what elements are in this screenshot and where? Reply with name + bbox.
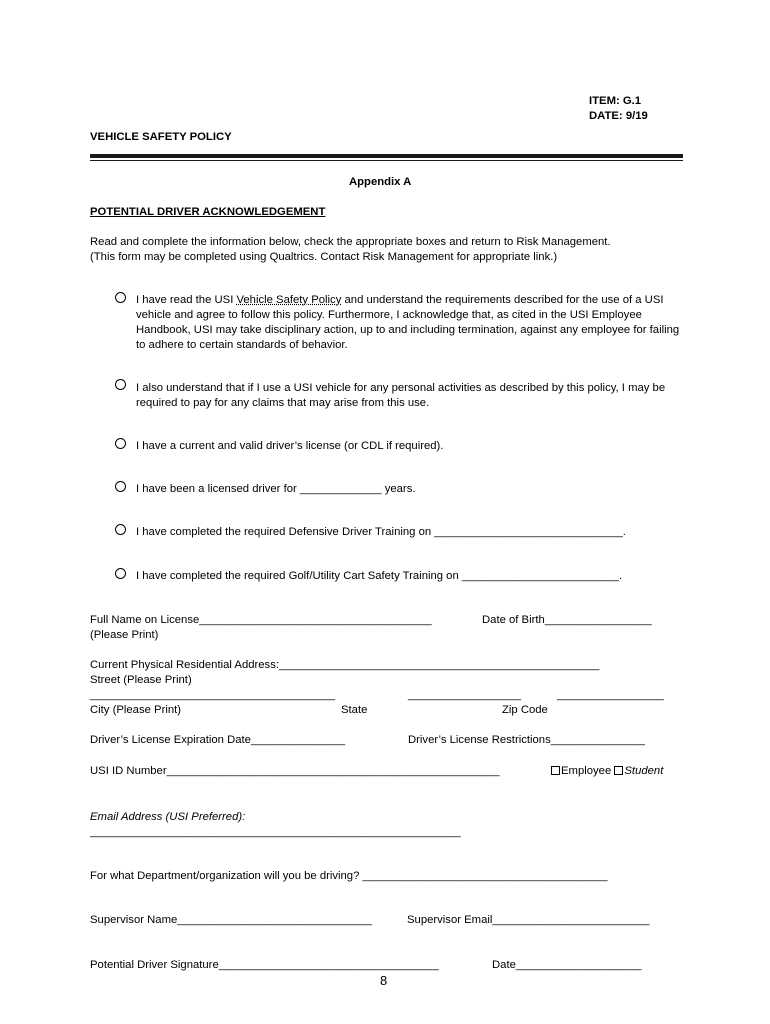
ack-policy-after: and understand the requirements described for the use of a USI vehicle and agree to follow this policy. Furthermore, I acknowledge that, as cited in the USI Employee Handbook, USI may take disciplinary action, up to and including termination, against any employee for failing to adhere to certain standards of behavior.	[136, 294, 680, 351]
department-field[interactable]: For what Department/organization will you be driving? _______________________________________	[90, 870, 608, 882]
revision-date: DATE: 9/19	[589, 110, 648, 122]
section-title: POTENTIAL DRIVER ACKNOWLEDGEMENT	[90, 206, 326, 218]
email-field[interactable]: ___________________________________________________________	[90, 826, 461, 838]
appendix-title: Appendix A	[349, 176, 412, 188]
ack-personal-use-radio[interactable]	[115, 379, 126, 390]
ack-license-text: I have a current and valid driver’s license (or CDL if required).	[136, 440, 444, 452]
ack-policy-radio[interactable]	[115, 292, 126, 303]
header-divider-thin	[90, 160, 683, 161]
vehicle-safety-policy-link[interactable]: Vehicle Safety Policy	[236, 294, 342, 306]
header-divider	[90, 154, 683, 158]
ack-defensive-training-text: I have completed the required Defensive Driver Training on ______________________________.	[136, 526, 626, 538]
supervisor-name-field[interactable]: Supervisor Name_______________________________	[90, 914, 373, 926]
ack-years-radio[interactable]	[115, 481, 126, 492]
employee-label: Employee	[561, 765, 612, 777]
ack-policy-before: I have read the USI	[136, 294, 237, 306]
policy-title: VEHICLE SAFETY POLICY	[90, 131, 232, 143]
usi-id-field[interactable]: USI ID Number_____________________________________________________	[90, 765, 500, 777]
page-number: 8	[380, 973, 388, 988]
employee-checkbox[interactable]	[551, 766, 560, 775]
state-field[interactable]: __________________	[408, 689, 522, 701]
state-label: State	[341, 704, 368, 716]
ack-personal-use-text: I also understand that if I use a USI vehicle for any personal activities as described by this policy, I may be required to pay for any claims that may arise from this use.	[136, 382, 666, 409]
street-hint: Street (Please Print)	[90, 674, 192, 686]
license-restrictions-field[interactable]: Driver’s License Restrictions_______________	[408, 734, 645, 746]
signature-field[interactable]: Potential Driver Signature___________________________________	[90, 959, 439, 971]
city-label: City (Please Print)	[90, 704, 182, 716]
student-label: Student	[624, 765, 664, 777]
dob-field[interactable]: Date of Birth_________________	[482, 614, 652, 626]
zip-field[interactable]: _________________	[557, 689, 664, 701]
full-name-hint: (Please Print)	[90, 629, 159, 641]
ack-policy-text	[136, 293, 684, 353]
signature-date-field[interactable]: Date____________________	[492, 959, 642, 971]
ack-license-radio[interactable]	[115, 438, 126, 449]
city-field[interactable]: _______________________________________	[90, 689, 336, 701]
item-number: ITEM: G.1	[589, 95, 642, 107]
ack-defensive-training-radio[interactable]	[115, 524, 126, 535]
ack-cart-training-radio[interactable]	[115, 568, 126, 579]
ack-years-text: I have been a licensed driver for _____________ years.	[136, 483, 416, 495]
student-checkbox[interactable]	[614, 766, 623, 775]
role-checkboxes	[551, 765, 663, 777]
zip-label: Zip Code	[502, 704, 548, 716]
supervisor-email-field[interactable]: Supervisor Email_________________________	[407, 914, 650, 926]
email-label: Email Address (USI Preferred):	[90, 811, 246, 823]
intro-line-2: (This form may be completed using Qualtrics. Contact Risk Management for appropriate link.)	[90, 251, 558, 263]
ack-cart-training-text: I have completed the required Golf/Utility Cart Safety Training on _________________________.	[136, 570, 623, 582]
full-name-field[interactable]: Full Name on License_____________________________________	[90, 614, 432, 626]
address-field[interactable]: Current Physical Residential Address:___________________________________________________	[90, 659, 600, 671]
license-expiration-field[interactable]: Driver’s License Expiration Date_______________	[90, 734, 346, 746]
intro-line-1: Read and complete the information below, check the appropriate boxes and return to Risk Management.	[90, 236, 611, 248]
